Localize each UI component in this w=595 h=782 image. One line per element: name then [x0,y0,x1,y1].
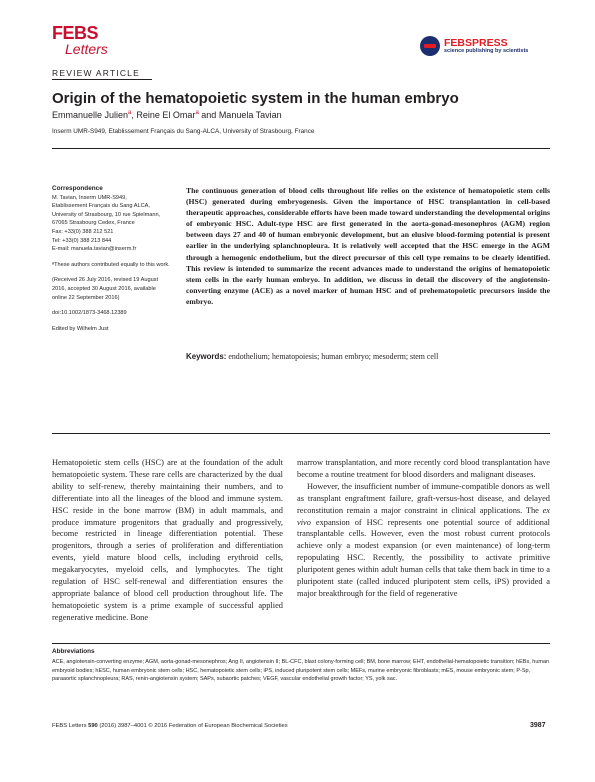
body-paragraph: marrow transplantation, and more recently cord blood transplantation have become a routine treatment for blood disorders and malignant diseases. [297,458,550,479]
abbreviations-text: ACE, angiotensin-converting enzyme; AGM, aorta-gonad-mesonephros; Ang II, angiotensin II; BL-CFC, blast colony-forming cell; BM, bone marrow; EHT, endothelial-hematopoietic transition; hEBs, human embryoid bodies; hESC, human embryonic stem cells; HSC, hematopoietic stem cells; iPS, induced pluripotent stem cells; MEFs, murine embryonic fibroblasts; mES, mouse embryonic stem; P-Sp, paraaortic splanchnopleura; RAS, renin-angiotensin system; SAPs, subaortic patches; VEGF, vascular endothelial growth factor; YS, yolk sac. [52,659,550,682]
keywords [186,352,550,363]
footer-journal: FEBS Letters [52,723,89,729]
article-title: Origin of the hematopoietic system in the human embryo [52,90,459,107]
affiliation: Inserm UMR-S949, Etablissement Français du Sang-ALCA, University of Strasbourg, France [52,128,315,135]
body-text: However, the insufficient number of immune-compatible donors as well as transplant engraftment failure, graft-versus-host disease, and delayed reconstitution remain a major constraint in clinical applications. The [297,481,550,515]
body-paragraph: Hematopoietic stem cells (HSC) are at the foundation of the adult hematopoietic system. These rare cells are characterized by the dual ability to self-renew, thereby maintaining their numbers, and to differentiate into all the lineages of the blood and immune system. HSC reside in the bone marrow (BM) in adult mammals, and produce immature progenitors that gradually and progressively, become restricted in lineage differentiation potential. These progenitors, through a series of proliferation and differentiation events, yield mature blood cells, including erythroid cells, megakaryocytes, myeloid cells, and lymphocytes. The tight regulation of HSC self-renewal and differentiation ensures the appropriate balance of blood cell production throughout life. The hematopoietic system is a prime example of successful applied regenerative medicine. Bone [52,458,283,622]
abstract-rule [52,433,550,434]
correspondence-block [52,185,172,254]
abbreviations-heading: Abbreviations [52,648,95,655]
logo-line1: FEBS [52,23,99,43]
abstract: The continuous generation of blood cells throughout life relies on the existence of hematopoietic stem cells (HSC) generated during embryogenesis. Given the importance of HSC transplantation in cell-based therapeutic approaches, considerable efforts have been made toward understanding the developmental origins of embryonic HSC. Adult-type HSC are first generated in the aorta-gonad-mesonephros (AGM) region between days 27 and 40 of human embryonic development, but an elusive blood-forming potential is present earlier in the underlying splanchnopleura. It is relatively well accepted that the HSC emerge in the AGM through a hemogenic endothelium, but the direct precursor of this cell type remains to be clearly identified. This review is intended to summarize the recent advances made to understand the origins of hematopoietic stem cells in the early human embryo. In addition, we discuss in detail the discovery of the angiotensin-converting enzyme (ACE) as a novel marker of human HSC and of prehematopoietic precursors inside the embryo. [186,186,550,306]
press-name-b: PRESS [472,37,508,49]
author-sup: a [195,110,199,116]
author-sep: and [198,110,219,120]
author-name: Reine El Omar [136,110,196,120]
editor-note: Edited by Wilhelm Just [52,325,109,332]
page-number: 3987 [530,722,546,729]
equal-contribution-note: ªThese authors contributed equally to this work. [52,261,170,268]
correspondence-line: University of Strasbourg, 10 rue Spielmann, [52,211,161,218]
body-paragraph [297,481,550,600]
received-dates: (Received 26 July 2016, revised 19 August 2016, accepted 30 August 2016, available online 22 September 2016) [52,277,159,301]
febs-press-logo [420,36,550,60]
correspondence-line: Fax: +33(0) 388 212 521 [52,228,114,235]
section-label: REVIEW ARTICLE [52,68,140,78]
correspondence-line: 67065 Strasbourg Cedex, France [52,220,135,227]
keywords-text: endothelium; hematopoiesis; human embryo; mesoderm; stem cell [228,352,439,361]
correspondence-heading: Correspondence [52,185,103,192]
correspondence-email[interactable]: E-mail: manuela.tavian@inserm.fr [52,246,137,253]
correspondence-line: M. Tavian, Inserm UMR-S949, [52,194,127,201]
correspondence-line: Etablissement Français du Sang ALCA, [52,203,150,210]
footer-citation [52,723,288,729]
press-emblem-icon [420,36,440,56]
author-sep: , [131,110,137,120]
body-italic-text: ex vivo [297,505,550,527]
section-rule [52,79,152,80]
author-list [52,110,282,120]
header-rule [52,148,550,149]
doi-link[interactable]: doi:10.1002/1873-3468.12389 [52,310,127,317]
footer-volume: 590 [88,723,98,729]
correspondence-line: Tel: +33(0) 388 213 844 [52,237,112,244]
body-text: expansion of HSC represents one potential source of additional transplantable cells. However, even the most robust current protocols achieve only a modest expansion (or even maintenance) of long-term repopulating HSC. Recently, the possibility to activate primitive pluripotent genes within adult human cells that take them back in time to a pluripotent state (called induced pluripotent stem cells, iPS) provided a major breakthrough for the field of regenerative [297,517,550,598]
press-tagline: science publishing by scientists [444,48,529,54]
author-sup: a [128,110,132,116]
author-name: Manuela Tavian [218,110,282,120]
febs-letters-logo [52,23,108,66]
keywords-label: Keywords: [186,352,227,361]
body-column-left [52,457,283,624]
author-name: Emmanuelle Julien [52,110,129,120]
article-info-sidebar [52,185,172,340]
footer-rest: (2016) 3987–4001 © 2016 Federation of European Biochemical Societies [97,723,288,729]
press-name-a: FEBS [444,37,473,49]
logo-line2: Letters [65,41,108,57]
abbreviations-rule [52,643,550,644]
body-column-right [297,457,550,600]
